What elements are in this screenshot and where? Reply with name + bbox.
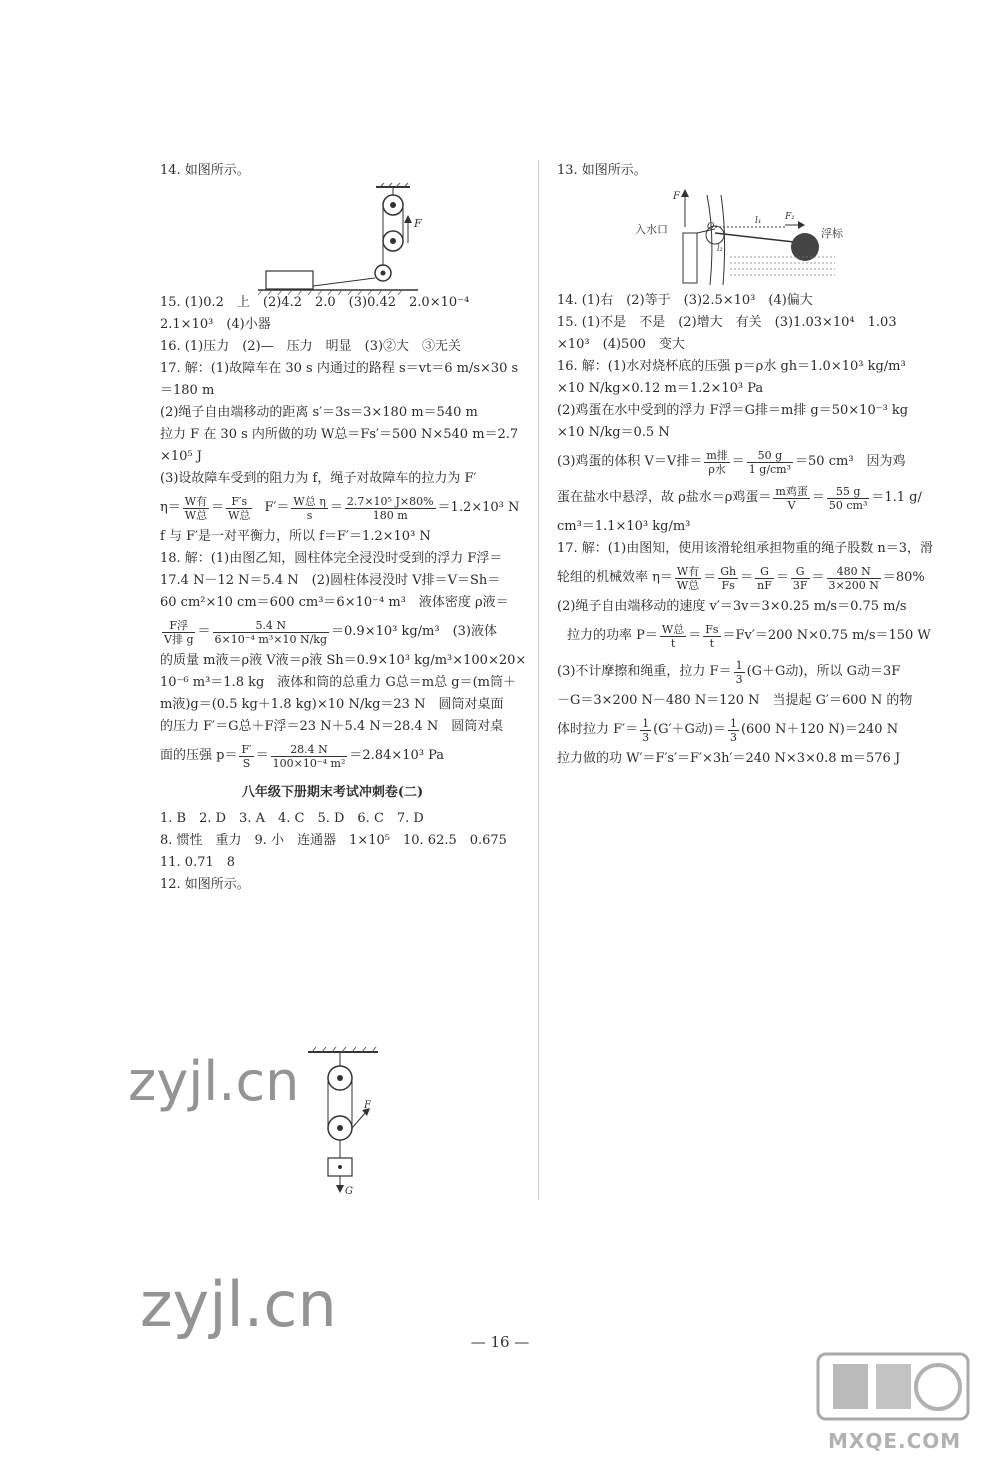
q16-formula1-pre: (3)鸡蛋的体积 V＝V排＝ — [557, 454, 703, 469]
frac-num: 1 — [729, 716, 737, 730]
q18-line5: 的质量 m液＝ρ液 V液＝ρ液 Sh＝0.9×10³ kg/m³×100×20× — [160, 653, 527, 668]
frac-num: 1 — [735, 658, 743, 672]
frac-den: nF — [757, 578, 772, 592]
q18-line8: 的压力 F′＝G总＋F浮＝23 N＋5.4 N＝28.4 N 圆筒对桌 — [160, 719, 504, 734]
q14-right: 14. (1)右 (2)等于 (3)2.5×10³ (4)偏大 — [557, 293, 813, 308]
column-divider — [538, 160, 539, 1200]
frac-num: 2.7×10⁵ J×80% — [346, 494, 434, 508]
frac — [773, 485, 809, 512]
watermark-mid: zyjl.cn — [128, 1050, 300, 1113]
frac-den: 100×10⁻⁴ m² — [272, 756, 346, 770]
pulley-block-figure — [258, 183, 428, 298]
q17-right-formula4 — [557, 712, 915, 748]
frac-num: 1 — [642, 716, 650, 730]
q17-line6: (3)设故障车受到的阻力为 f，绳子对故障车的拉力为 F′ — [160, 471, 477, 486]
q17-right-formula4-mid: (G′＋G动)＝ — [653, 722, 726, 737]
q18-formula2-post: ＝2.84×10³ Pa — [349, 748, 445, 763]
q18-formula1-post: ＝0.9×10³ kg/m³ (3)液体 — [331, 624, 498, 639]
frac — [755, 565, 774, 592]
q16-right-line3: (2)鸡蛋在水中受到的浮力 F浮＝G排＝m排 g＝50×10⁻³ kg — [557, 403, 909, 418]
q16-formula1-post: ＝50 cm³ 因为鸡 — [795, 454, 906, 469]
frac — [183, 495, 209, 522]
frac — [271, 743, 348, 770]
frac-num: Gh — [720, 564, 737, 578]
q17-line2: ＝180 m — [160, 383, 215, 398]
eq: ＝ — [688, 628, 702, 643]
frac-den: t — [709, 636, 715, 650]
q17-right-formula2 — [557, 618, 931, 654]
q18-line2: 17.4 N－12 N＝5.4 N (2)圆柱体浸没时 V排＝V＝Sh＝ — [160, 573, 501, 588]
eq: ＝ — [211, 500, 225, 515]
q17-line1: 17. 解：(1)故障车在 30 s 内通过的路程 s＝vt＝6 m/s×30 s — [160, 361, 519, 376]
frac-num: 5.4 N — [213, 619, 330, 633]
q17-right-formula4-post: (600 N＋120 N)＝240 N — [740, 722, 899, 737]
eq: ＝ — [703, 570, 717, 585]
frac-num: m排 — [706, 448, 728, 462]
q17-right-formula4-pre: 体时拉力 F′＝ — [557, 722, 639, 737]
q17-right-formula3-post: (G＋G动)，所以 G动＝3F — [746, 664, 901, 679]
frac — [734, 659, 745, 686]
frac — [747, 449, 793, 476]
frac — [226, 495, 252, 522]
frac-den: W总 — [184, 508, 208, 522]
q16-left: 16. (1)压力 (2)— 压力 明显 (3)②大 ③无关 — [160, 339, 462, 354]
q16-formula1 — [557, 444, 915, 480]
frac-num: G — [791, 565, 810, 579]
section-title: 八年级下册期末考试冲刺卷(二) — [241, 785, 424, 800]
eq: ＝ — [197, 624, 211, 639]
frac-num: W有 — [676, 564, 700, 578]
frac-den: Fs — [721, 578, 735, 592]
frac-den: S — [242, 756, 251, 770]
q18-line6: 10⁻⁶ m³＝1.8 kg 液体和筒的总重力 G总＝m总 g＝(m筒＋ — [160, 675, 516, 690]
eq: ＝ — [731, 454, 745, 469]
q17-formula-mid: F′＝ — [264, 500, 290, 515]
arm-l2-label: l₂ — [717, 244, 723, 253]
q15-right-line2: ×10³ (4)500 变大 — [557, 337, 685, 352]
q17-right-formula1-post: ＝80% — [882, 570, 925, 585]
q17-formula-post: ＝1.2×10³ N — [437, 500, 520, 515]
q17-right-formula2-post: ＝Fv′＝200 N×0.75 m/s＝150 W — [722, 628, 931, 643]
q15-line2: 2.1×10³ (4)小器 — [160, 317, 271, 332]
frac-den: 50 cm³ — [828, 498, 868, 512]
frac-den: 3 — [735, 672, 743, 686]
q16-formula2-pre: 蛋在盐水中悬浮，故 ρ盐水＝ρ鸡蛋＝ — [557, 490, 772, 505]
q18-formula2-pre: 面的压强 p＝ — [160, 748, 238, 763]
frac-num: F′ — [241, 742, 252, 756]
frac — [728, 717, 739, 744]
q17-formula-pre: η＝ — [160, 500, 181, 515]
frac-den: V — [787, 498, 796, 512]
q18-formula1 — [160, 614, 505, 650]
q18-line3: 60 cm²×10 cm＝600 cm³＝6×10⁻⁴ m³ 液体密度 ρ液＝ — [160, 595, 509, 610]
frac-den: W总 — [676, 578, 700, 592]
q17-line3: (2)绳子自由端移动的距离 s′＝3s＝3×180 m＝540 m — [160, 405, 478, 420]
q17-line4: 拉力 F 在 30 s 内所做的功 W总＝Fs′＝500 N×540 m＝2.7 — [160, 427, 519, 442]
frac-den: 3F — [792, 578, 808, 592]
q17-line5: ×10⁵ J — [160, 449, 202, 464]
eq: ＝ — [255, 748, 269, 763]
q16-right-line7: cm³＝1.1×10³ kg/m³ — [557, 519, 691, 534]
frac-num: m鸡蛋 — [775, 484, 808, 498]
pulley-weight-figure — [300, 1046, 385, 1196]
q16-formula2 — [557, 480, 922, 516]
q16-right-line1: 16. 解：(1)水对烧杯底的压强 p＝ρ水 gh＝1.0×10³ kg/m³ — [557, 359, 906, 374]
frac — [791, 565, 810, 592]
q12-force-label: F — [364, 1100, 371, 1111]
frac-den: t — [670, 636, 676, 650]
answers-1-7: 1. B 2. D 3. A 4. C 5. D 6. C 7. D — [160, 811, 424, 826]
frac-num: W有 — [184, 494, 208, 508]
q17-formula — [160, 490, 520, 526]
frac-den: 3 — [729, 730, 737, 744]
q17-right-formula1 — [557, 560, 925, 596]
page-number: — 16 — — [470, 1333, 530, 1351]
eq: ＝ — [329, 500, 343, 515]
frac — [640, 717, 651, 744]
frac — [827, 565, 881, 592]
q17-right-formula2-pre: 拉力的功率 P＝ — [567, 628, 658, 643]
frac — [345, 495, 436, 522]
q16-right-line2: ×10 N/kg×0.12 m＝1.2×10³ Pa — [557, 381, 764, 396]
frac-den: ρ水 — [708, 462, 726, 476]
frac-den: 3 — [642, 730, 650, 744]
lever-float-figure — [635, 185, 855, 290]
q18-line1: 18. 解：(1)由图乙知，圆柱体完全浸没时受到的浮力 F浮＝ — [160, 551, 503, 566]
frac-den: W总 — [228, 508, 251, 522]
frac-den: 3×200 N — [828, 578, 879, 592]
eq: ＝ — [775, 570, 789, 585]
frac — [213, 619, 330, 646]
q17-right-formula3 — [557, 654, 915, 690]
q17-right-line3: (2)绳子自由端移动的速度 v′＝3v＝3×0.25 m/s＝0.75 m/s — [557, 599, 907, 614]
frac-num: W总 — [661, 622, 685, 636]
frac-num: Fs — [705, 622, 719, 636]
q17-line8: f 与 F′是一对平衡力，所以 f＝F′＝1.2×10³ N — [160, 529, 431, 544]
q16-formula2-post: ＝1.1 g/ — [871, 490, 922, 505]
frac-den: 1 g/cm³ — [748, 462, 792, 476]
answers-8-10: 8. 惯性 重力 9. 小 连通器 1×10⁵ 10. 62.5 0.675 — [160, 833, 507, 848]
q13-right: 13. 如图所示。 — [557, 163, 647, 178]
q14-left: 14. 如图所示。 — [160, 163, 250, 178]
frac-num: G — [755, 565, 774, 579]
frac — [703, 623, 720, 650]
q18-line7: m液)g＝(0.5 kg＋1.8 kg)×10 N/kg＝23 N 圆筒对桌面 — [160, 697, 504, 712]
frac — [827, 485, 870, 512]
frac — [675, 565, 701, 592]
q14-force-label: F — [414, 217, 422, 230]
frac — [660, 623, 686, 650]
frac-num: F′s — [226, 495, 252, 509]
frac-num: 55 g — [827, 485, 870, 499]
frac-den: s — [306, 508, 313, 522]
q17-right-formula1-pre: 轮组的机械效率 η＝ — [557, 570, 673, 585]
watermark-bottom: zyjl.cn — [140, 1268, 337, 1341]
frac-den: 6×10⁻⁴ m³×10 N/kg — [214, 632, 328, 646]
eq: ＝ — [740, 570, 754, 585]
eq: ＝ — [811, 570, 825, 585]
watermark-stamp — [798, 1349, 988, 1459]
pivot-label: O — [707, 222, 715, 232]
frac — [239, 743, 253, 770]
q17-right-line1: 17. 解：(1)由图知，使用该滑轮组承担物重的绳子股数 n＝3，滑 — [557, 541, 933, 556]
float-label: 浮标 — [821, 227, 843, 240]
frac-den: V排 g — [164, 632, 194, 646]
water-inlet-label: 入水口 — [635, 223, 668, 236]
frac-num: F浮 — [162, 619, 195, 633]
q17-right-line8: 拉力做的功 W′＝F′s′＝F′×3h′＝240 N×3×0.8 m＝576 J — [557, 751, 901, 766]
frac — [291, 495, 327, 522]
frac — [718, 565, 738, 592]
q17-right-formula3-pre: (3)不计摩擦和绳重，拉力 F＝ — [557, 664, 732, 679]
q12-weight-label: G — [345, 1186, 353, 1196]
frac-num: W总 η — [293, 494, 326, 508]
q18-formula2 — [160, 738, 505, 774]
q17-right-line6: －G＝3×200 N－480 N＝120 N 当提起 G′＝600 N 的物 — [557, 693, 913, 708]
q15-right-line1: 15. (1)不是 不是 (2)增大 有关 (3)1.03×10⁴ 1.03 — [557, 315, 897, 330]
q15-line1: 15. (1)0.2 上 (2)4.2 2.0 (3)0.42 2.0×10⁻⁴ — [160, 295, 470, 310]
answers-11: 11. 0.71 8 — [160, 855, 236, 870]
q13-force-label: F — [673, 191, 680, 202]
eq: ＝ — [811, 490, 825, 505]
frac-num: 28.4 N — [271, 743, 348, 757]
stamp-text: MXQE.COM — [828, 1429, 962, 1453]
frac — [162, 619, 195, 646]
frac-den: 180 m — [372, 508, 408, 522]
q16-right-line4: ×10 N/kg＝0.5 N — [557, 425, 670, 440]
frac-num: 50 g — [747, 449, 793, 463]
q12-left: 12. 如图所示。 — [160, 877, 250, 892]
force-f1-label: F₁ — [785, 212, 795, 222]
arm-l1-label: l₁ — [755, 216, 762, 226]
frac — [704, 449, 729, 476]
frac-num: 480 N — [827, 565, 881, 579]
